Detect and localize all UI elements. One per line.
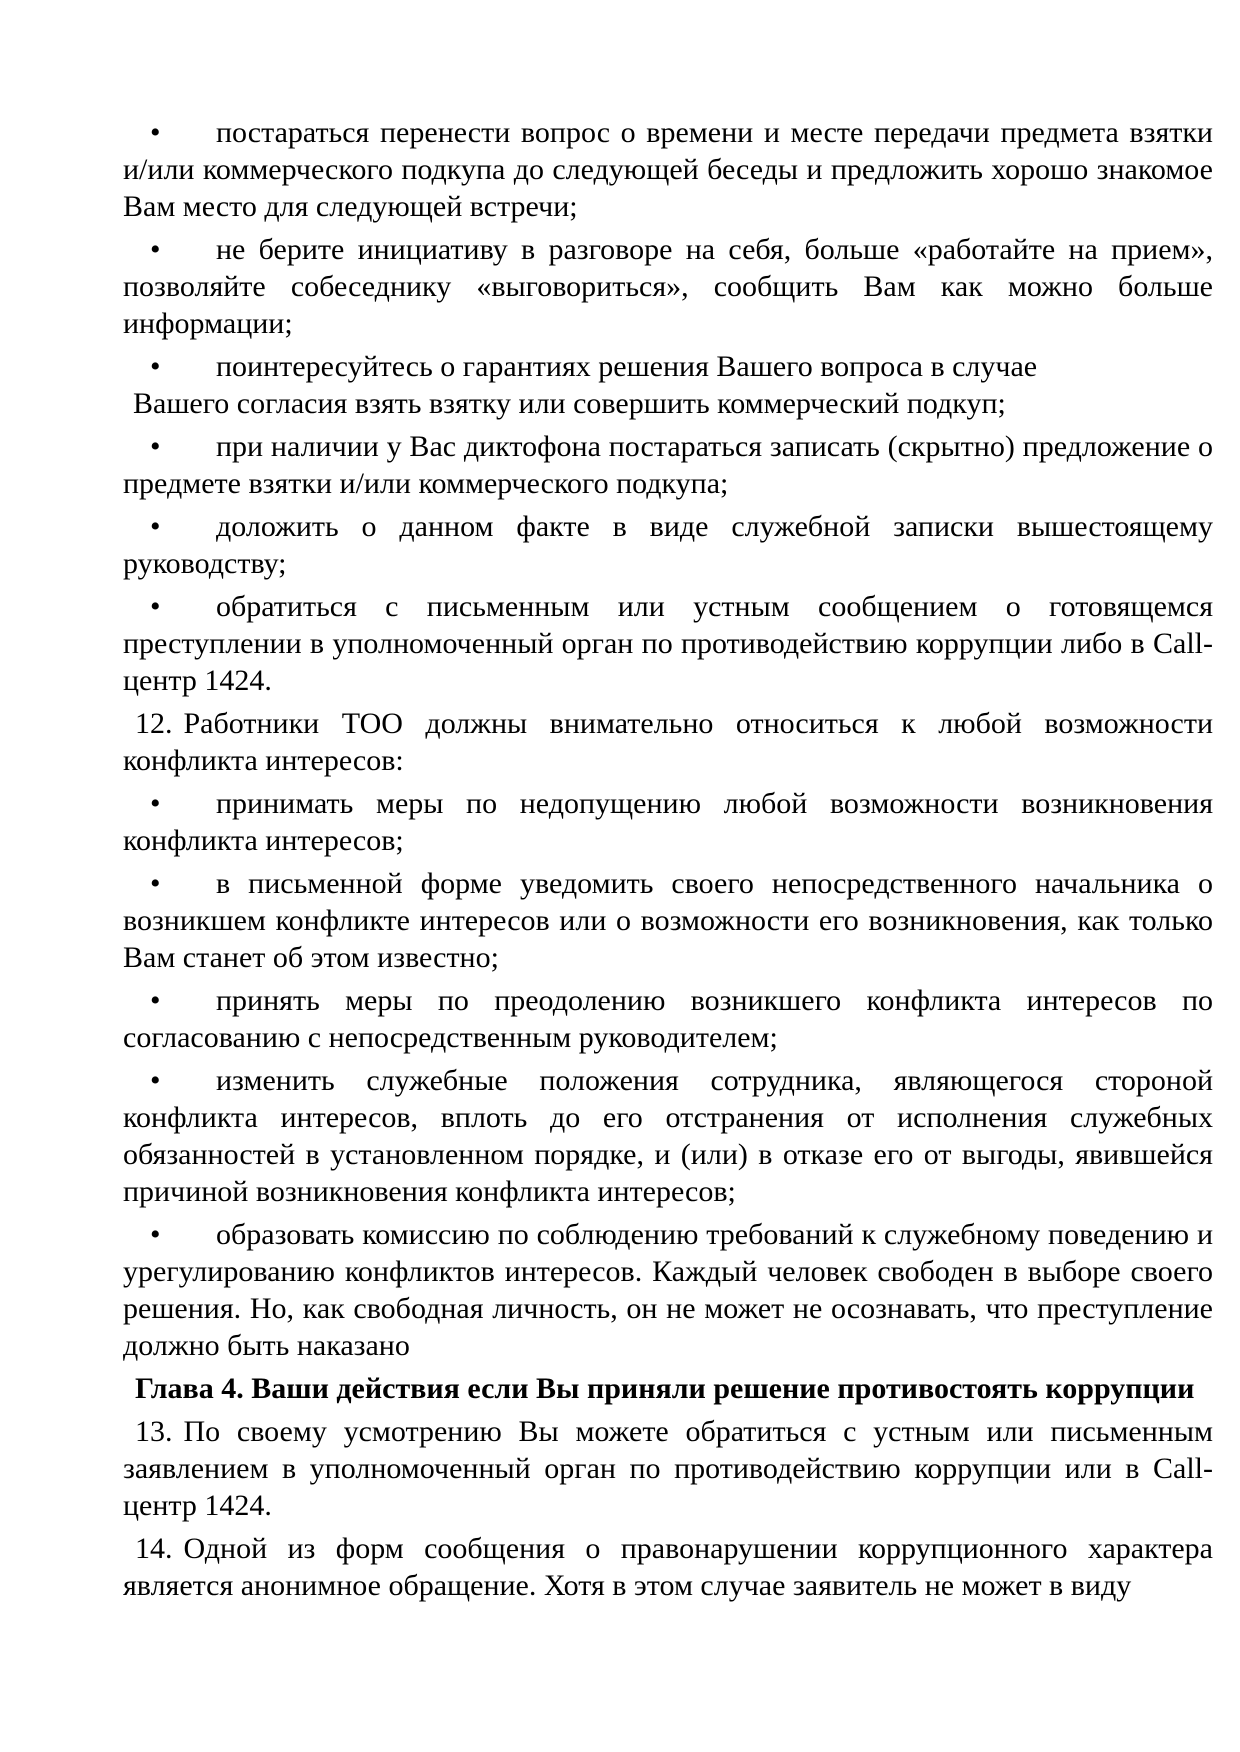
paragraph-text: постараться перенести вопрос о времени и месте передачи предмета взятки и/или коммерческого подкупа до следующей беседы и предложить хорошо знакомое Вам место для следующей встречи;: [123, 116, 1213, 223]
paragraph-text: Вашего согласия взять взятку или совершить коммерческий подкуп;: [133, 387, 1006, 420]
paragraph-text: изменить служебные положения сотрудника, являющегося стороной конфликта интересов, вплоть до его отстранения от исполнения служебных обязанностей в установленном порядке, и (или) в отказе его от выгоды, явившейся причиной возникновения конфликта интересов;: [123, 1064, 1213, 1208]
bullet-item: [123, 348, 1213, 422]
bullet-item: [123, 588, 1213, 699]
paragraph-text: принять меры по преодолению возникшего конфликта интересов по согласованию с непосредственным руководителем;: [123, 984, 1213, 1054]
bullet-icon: •: [150, 510, 161, 543]
bullet-icon: •: [150, 430, 161, 463]
paragraph-text: в письменной форме уведомить своего непосредственного начальника о возникшем конфликте интересов или о возможности его возникновения, как только Вам станет об этом известно;: [123, 867, 1213, 974]
paragraph-number: 14.: [135, 1532, 173, 1565]
paragraph-text: не берите инициативу в разговоре на себя, больше «работайте на прием», позволяйте собеседнику «выговориться», сообщить Вам как можно больше информации;: [123, 233, 1213, 340]
bullet-item: [123, 508, 1213, 582]
bullet-item: [123, 865, 1213, 976]
bullet-icon: •: [150, 787, 161, 820]
paragraph-text: По своему усмотрению Вы можете обратиться с устным или письменным заявлением в уполномоченный орган по противодействию коррупции или в Call-центр 1424.: [123, 1415, 1213, 1522]
paragraph-number: 12.: [135, 707, 173, 740]
paragraph-text: поинтересуйтесь о гарантиях решения Вашего вопроса в случае: [216, 350, 1038, 383]
paragraph-text: при наличии у Вас диктофона постараться записать (скрытно) предложение о предмете взятки и/или коммерческого подкупа;: [123, 430, 1213, 500]
bullet-icon: •: [150, 590, 161, 623]
bullet-icon: •: [150, 984, 161, 1017]
bullet-icon: •: [150, 116, 161, 149]
bullet-item: [123, 1216, 1213, 1364]
paragraph-text: доложить о данном факте в виде служебной записки вышестоящему руководству;: [123, 510, 1213, 580]
numbered-paragraph: [123, 705, 1213, 779]
bullet-item: [123, 428, 1213, 502]
numbered-paragraph: [123, 1530, 1213, 1604]
chapter-heading: [123, 1370, 1213, 1407]
numbered-paragraph: [123, 1413, 1213, 1524]
paragraph-text: Работники ТОО должны внимательно относиться к любой возможности конфликта интересов:: [123, 707, 1213, 777]
bullet-icon: •: [150, 233, 161, 266]
bullet-item: [123, 1062, 1213, 1210]
bullet-item: [123, 982, 1213, 1056]
bullet-item: [123, 785, 1213, 859]
paragraph-text: обратиться с письменным или устным сообщением о готовящемся преступлении в уполномоченный орган по противодействию коррупции либо в Call-центр 1424.: [123, 590, 1213, 697]
bullet-icon: •: [150, 867, 161, 900]
paragraph-text: принимать меры по недопущению любой возможности возникновения конфликта интересов;: [123, 787, 1213, 857]
paragraph-number: 13.: [135, 1415, 173, 1448]
paragraph-text: Одной из форм сообщения о правонарушении коррупционного характера является анонимное обращение. Хотя в этом случае заявитель не может в виду: [123, 1532, 1213, 1602]
bullet-item: [123, 114, 1213, 225]
bullet-icon: •: [150, 1064, 161, 1097]
heading-text: Глава 4. Ваши действия если Вы приняли решение противостоять коррупции: [135, 1372, 1195, 1405]
bullet-icon: •: [150, 1218, 161, 1251]
bullet-item: [123, 231, 1213, 342]
bullet-icon: •: [150, 350, 161, 383]
paragraph-text: образовать комиссию по соблюдению требований к служебному поведению и урегулированию конфликтов интересов. Каждый человек свободен в выборе своего решения. Но, как свободная личность, он не может не осознавать, что преступление должно быть наказано: [123, 1218, 1213, 1362]
